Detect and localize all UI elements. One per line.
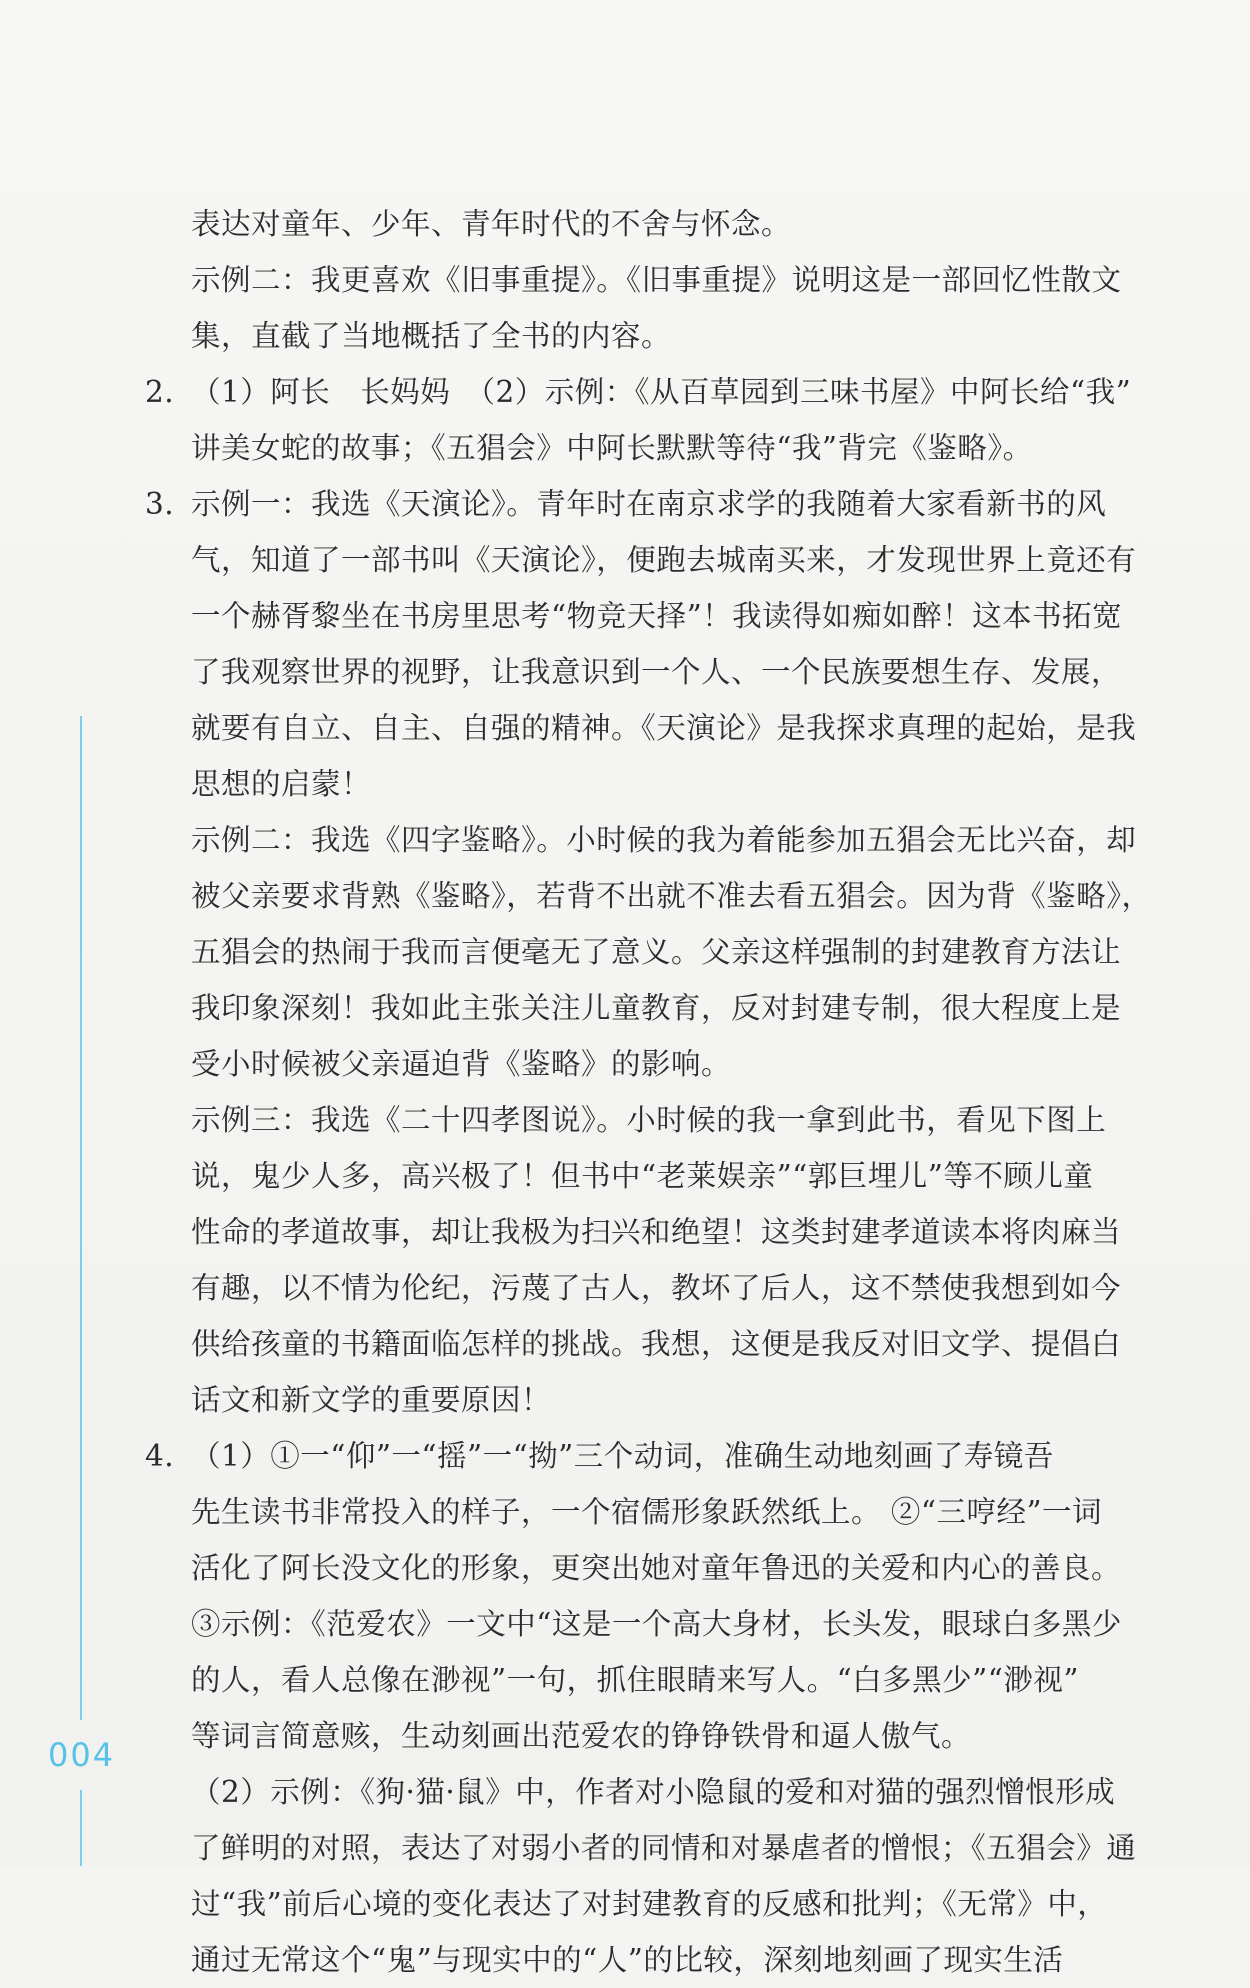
question-4-line xyxy=(145,1428,1145,1484)
text-line: 表达对童年、少年、青年时代的不舍与怀念。 xyxy=(191,207,792,241)
text-line: 了鲜明的对照，表达了对弱小者的同情和对暴虐者的憎恨；《五猖会》通 xyxy=(191,1831,1137,1865)
text-line: 有趣，以不情为伦纪，污蔑了古人，教坏了后人，这不禁使我想到如今 xyxy=(191,1271,1122,1305)
question-number: 3. xyxy=(145,487,175,521)
text-line: 一个赫胥黎坐在书房里思考“物竞天择”！我读得如痴如醉！这本书拓宽 xyxy=(191,599,1123,633)
text-line: ③示例：《范爱农》一文中“这是一个高大身材，长头发，眼球白多黑少 xyxy=(191,1607,1122,1641)
text-line: 性命的孝道故事，却让我极为扫兴和绝望！这类封建孝道读本将肉麻当 xyxy=(191,1215,1122,1249)
text-line: 就要有自立、自主、自强的精神。《天演论》是我探求真理的起始，是我 xyxy=(191,711,1137,745)
text-line: 示例二：我选《四字鉴略》。小时候的我为着能参加五猖会无比兴奋，却 xyxy=(191,823,1137,857)
question-3-line xyxy=(145,476,1145,532)
text-line: （1）阿长 长妈妈 （2）示例：《从百草园到三味书屋》中阿长给“我” xyxy=(191,375,1132,409)
text-line: 气，知道了一部书叫《天演论》，便跑去城南买来，才发现世界上竟还有 xyxy=(191,543,1137,577)
text-line: 示例二：我更喜欢《旧事重提》。《旧事重提》说明这是一部回忆性散文 xyxy=(191,263,1122,297)
text-line: 活化了阿长没文化的形象，更突出她对童年鲁迅的关爱和内心的善良。 xyxy=(191,1551,1122,1585)
text-line: 的人，看人总像在渺视”一句，抓住眼睛来写人。“白多黑少”“渺视” xyxy=(191,1663,1079,1697)
text-line: 受小时候被父亲逼迫背《鉴略》的影响。 xyxy=(191,1047,732,1081)
text-line: （1）①一“仰”一“摇”一“拗”三个动词，准确生动地刻画了寿镜吾 xyxy=(191,1439,1054,1473)
text-line: 话文和新文学的重要原因！ xyxy=(191,1383,552,1417)
text-line: 供给孩童的书籍面临怎样的挑战。我想，这便是我反对旧文学、提倡白 xyxy=(191,1327,1122,1361)
page-number: 004 xyxy=(48,1736,116,1774)
text-line: 说，鬼少人多，高兴极了！但书中“老莱娱亲”“郭巨埋儿”等不顾儿童 xyxy=(191,1159,1094,1193)
margin-rule xyxy=(80,1790,82,1866)
text-line: 了我观察世界的视野，让我意识到一个人、一个民族要想生存、发展， xyxy=(191,655,1122,689)
answer-text-body xyxy=(145,196,1152,1988)
question-2-line xyxy=(145,364,1145,420)
question-number: 2. xyxy=(145,375,175,409)
text-line: 讲美女蛇的故事；《五猖会》中阿长默默等待“我”背完《鉴略》。 xyxy=(191,431,1033,465)
text-line: 通过无常这个“鬼”与现实中的“人”的比较，深刻地刻画了现实生活 xyxy=(191,1943,1064,1977)
text-line: 示例三：我选《二十四孝图说》。小时候的我一拿到此书，看见下图上 xyxy=(191,1103,1107,1137)
text-line: 被父亲要求背熟《鉴略》，若背不出就不准去看五猖会。因为背《鉴略》， xyxy=(191,879,1152,913)
text-line: 示例一：我选《天演论》。青年时在南京求学的我随着大家看新书的风 xyxy=(191,487,1107,521)
text-line: 五猖会的热闹于我而言便毫无了意义。父亲这样强制的封建教育方法让 xyxy=(191,935,1122,969)
question-number: 4. xyxy=(145,1439,175,1473)
text-line: 先生读书非常投入的样子，一个宿儒形象跃然纸上。 ②“三哼经”一词 xyxy=(191,1495,1103,1529)
text-line: 集，直截了当地概括了全书的内容。 xyxy=(191,319,672,353)
margin-rule xyxy=(80,716,82,1720)
text-line: 思想的启蒙！ xyxy=(191,767,372,801)
text-line: （2）示例：《狗·猫·鼠》中，作者对小隐鼠的爱和对猫的强烈憎恨形成 xyxy=(191,1775,1116,1809)
text-line: 我印象深刻！我如此主张关注儿童教育，反对封建专制，很大程度上是 xyxy=(191,991,1122,1025)
text-line: 等词言简意赅，生动刻画出范爱农的铮铮铁骨和逼人傲气。 xyxy=(191,1719,972,1753)
text-line: 过“我”前后心境的变化表达了对封建教育的反感和批判；《无常》中， xyxy=(191,1887,1108,1921)
